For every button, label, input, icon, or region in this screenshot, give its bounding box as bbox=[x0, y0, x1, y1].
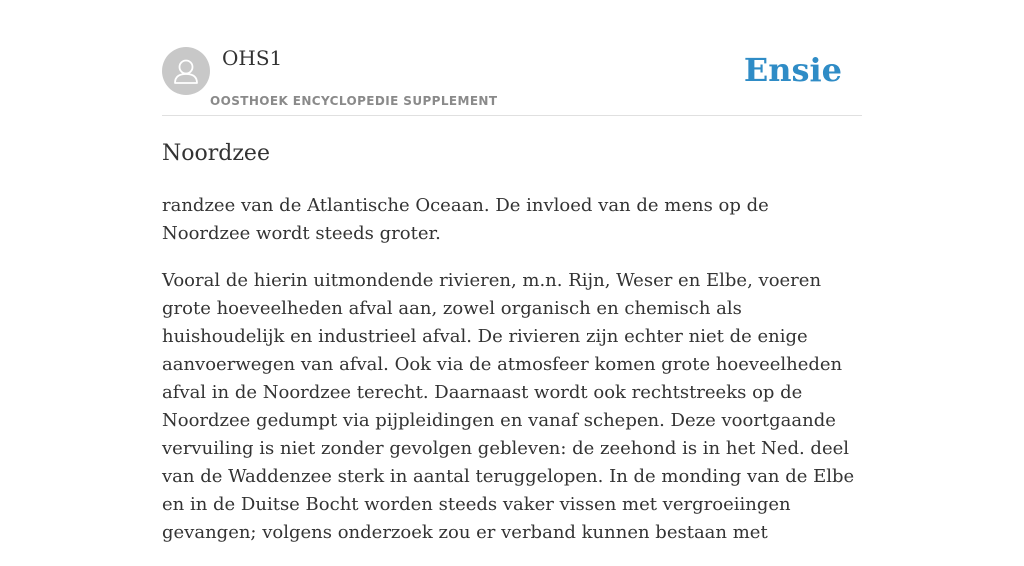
author-name[interactable]: OHS1 bbox=[222, 46, 283, 70]
user-silhouette-icon bbox=[162, 47, 210, 95]
source-name[interactable]: OOSTHOEK ENCYCLOPEDIE SUPPLEMENT bbox=[210, 94, 498, 108]
avatar[interactable] bbox=[162, 47, 210, 95]
article-body bbox=[162, 192, 862, 566]
article-paragraph: randzee van de Atlantische Oceaan. De invloed van de mens op de Noordzee wordt steeds groter. bbox=[162, 195, 769, 244]
article-paragraph: Vooral de hierin uitmondende rivieren, m.n. Rijn, Weser en Elbe, voeren grote hoeveelheden afval aan, zowel organisch en chemisch als huishoudelijk en industrieel afval. De rivieren zijn echter niet de enige aanvoerwegen van afval. Ook via de atmosfeer komen grote hoeveelheden afval in de Noordzee terecht. Daarnaast wordt ook rechtstreeks op de Noordzee gedumpt via pijpleidingen en vanaf schepen. Deze voortgaande vervuiling is niet zonder gevolgen gebleven: de zeehond is in het Ned. deel van de Waddenzee sterk in aantal teruggelopen. In de monding van de Elbe en in de Duitse Bocht worden steeds vaker vissen met vergroeiingen gevangen; volgens onderzoek zou er verband kunnen bestaan met bbox=[162, 270, 855, 543]
article-title: Noordzee bbox=[162, 141, 270, 166]
header-divider bbox=[162, 115, 862, 116]
site-logo[interactable]: Ensie bbox=[743, 51, 842, 89]
